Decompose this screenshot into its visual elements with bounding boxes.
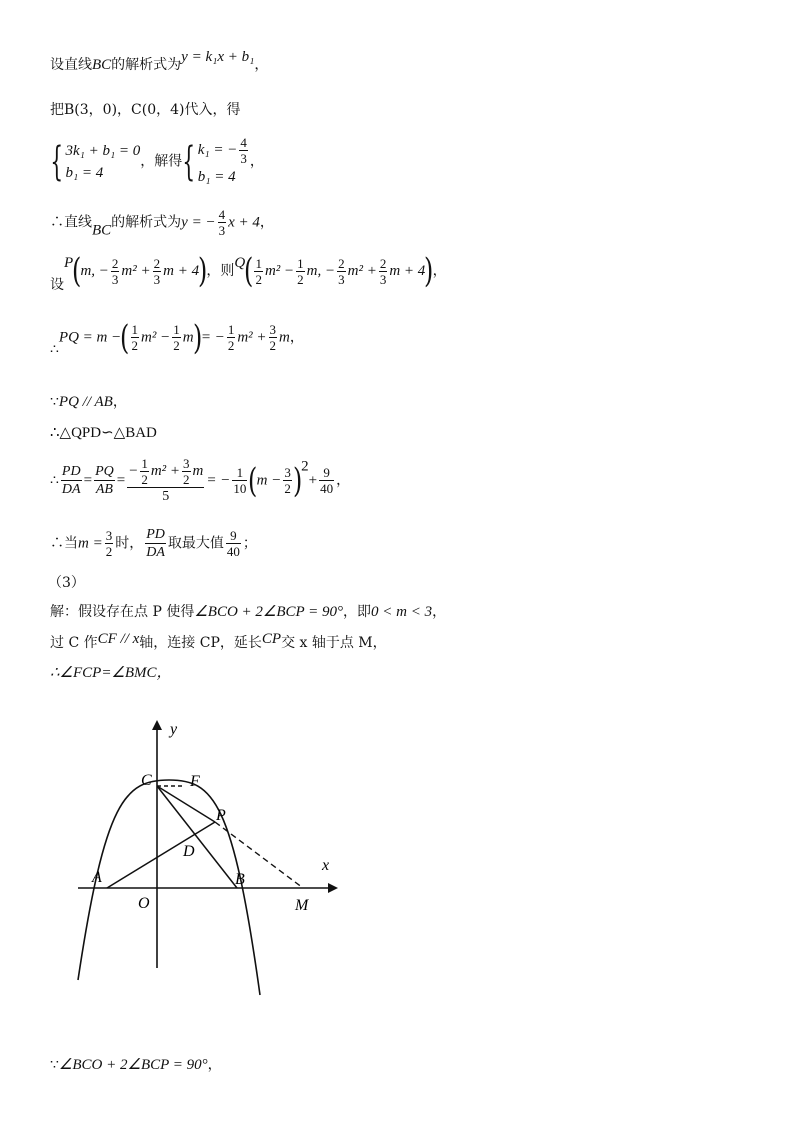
fraction: [227, 322, 236, 353]
point-q: Q: [234, 255, 246, 271]
fraction: [94, 463, 115, 498]
fraction: [232, 465, 247, 496]
text-line-5: [50, 251, 447, 294]
label-o: O: [138, 895, 150, 912]
text-line-4: [50, 207, 274, 240]
text-segment: ，: [207, 1057, 222, 1073]
fraction: [254, 256, 263, 287]
text-segment: ，: [254, 57, 269, 73]
similar-triangles: ∴△QPD∽△BAD: [50, 425, 157, 441]
text-segment: 把B(3，0)，C(0，4)代入，得: [50, 102, 241, 118]
equation: m −: [256, 472, 282, 489]
equation: CF // x: [97, 631, 140, 647]
denominator: 2: [255, 271, 262, 287]
text-line-11: [48, 574, 85, 592]
fraction: [105, 528, 114, 559]
numerator: 4: [240, 135, 247, 150]
text-line-9: [50, 456, 350, 505]
equation: PQ = m −: [58, 329, 122, 346]
therefore-symbol: ∴: [50, 341, 59, 358]
equation: m =: [78, 535, 103, 552]
solution-system: [198, 135, 250, 188]
paren-close: ): [192, 317, 202, 358]
numerator: 4: [218, 207, 226, 222]
denominator: DA: [146, 545, 165, 560]
equation: = −: [206, 472, 231, 489]
because-symbol: ∵: [50, 1057, 59, 1073]
text-segment: ，则: [206, 263, 235, 279]
fraction: [239, 135, 248, 166]
equation: ∠BCO + 2∠BCP = 90°: [58, 1057, 208, 1073]
denominator: 3: [379, 271, 387, 287]
denominator: 2: [297, 271, 304, 287]
denominator: 2: [141, 472, 148, 487]
math-bc: BC: [92, 222, 112, 239]
equation: m² +: [347, 263, 377, 279]
fraction: [283, 465, 292, 496]
paren-close: ): [292, 460, 303, 501]
numerator: 2: [379, 255, 387, 271]
fraction: [226, 528, 241, 559]
text-line-6: [50, 317, 304, 359]
paren-open: (: [248, 460, 258, 501]
fraction: [296, 256, 305, 287]
denominator: 3: [218, 223, 226, 238]
therefore-symbol: ∴: [50, 472, 59, 489]
text-line-1: [50, 49, 269, 74]
label-a: A: [92, 869, 102, 886]
text-line-3: [50, 135, 264, 188]
equation: ∠BCO + 2∠BCP = 90°: [194, 604, 344, 620]
numerator: 3: [269, 322, 277, 337]
equation: m² −: [141, 329, 171, 346]
text-segment: 取最大值: [167, 535, 224, 552]
fraction: [140, 456, 149, 487]
numerator: 3: [183, 456, 190, 471]
text-line-13: [50, 631, 387, 652]
paren-open: (: [244, 251, 254, 291]
equation-system: [65, 140, 140, 184]
text-segment: 的解析式为: [111, 57, 182, 73]
label-p: P: [216, 807, 226, 824]
denominator: 2: [284, 481, 291, 496]
text-line-8: [50, 424, 157, 442]
fraction: [172, 322, 181, 353]
numerator: 1: [141, 456, 148, 471]
label-y: y: [170, 721, 178, 738]
equation: x + 4: [228, 214, 260, 231]
numerator: 3: [105, 528, 113, 543]
denominator: 10: [233, 481, 247, 496]
label-f: F: [190, 773, 200, 790]
equation: m² −: [264, 263, 295, 279]
numerator: 2: [338, 255, 345, 271]
equation: m, −: [306, 263, 336, 279]
equation: b₁ = 4: [197, 169, 236, 185]
equals: =: [116, 472, 126, 489]
equation: PQ // AB: [58, 394, 113, 410]
text-line-15: [50, 1056, 222, 1074]
denominator: 3: [153, 271, 161, 287]
label-c: C: [141, 772, 152, 789]
equation: m: [279, 329, 290, 346]
denominator: 2: [269, 338, 277, 353]
paren-open: (: [72, 251, 82, 291]
text-segment: 设: [50, 277, 64, 293]
text-segment: ∴当: [50, 535, 78, 552]
equation: m: [182, 329, 194, 346]
denominator: 3: [111, 271, 119, 287]
fraction: [145, 526, 166, 561]
plus: +: [308, 472, 318, 489]
numerator: PD: [146, 527, 165, 542]
equation: m² +: [150, 463, 181, 479]
parabola-figure: [70, 710, 350, 1010]
text-segment: ，: [112, 394, 127, 410]
text-segment: ，即: [343, 604, 372, 620]
numerator: PD: [61, 464, 81, 479]
text-segment: ，: [432, 263, 447, 279]
label-d: D: [183, 843, 195, 860]
denominator: 40: [226, 544, 240, 559]
denominator: 5: [162, 489, 170, 504]
segment-ap: [107, 822, 215, 888]
fraction: [269, 322, 278, 353]
numerator: 2: [153, 255, 161, 271]
equation: CP: [261, 631, 282, 647]
equation: k₁ = −: [197, 141, 238, 158]
numerator: 3: [284, 465, 291, 480]
fraction: [337, 256, 346, 287]
text-segment: 过 C 作: [50, 635, 98, 651]
text-line-12: [50, 603, 446, 621]
label-x: x: [322, 857, 330, 874]
fraction: [182, 456, 191, 487]
text-segment: ∴直线: [50, 214, 92, 231]
brace-symbol: {: [182, 138, 196, 185]
numerator: 1: [227, 322, 235, 337]
math-equation: y = k₁x + b₁: [181, 49, 255, 65]
text-segment: 交 x 轴于点 M，: [281, 635, 387, 651]
segment-cb: [157, 786, 237, 888]
equation: 0 < m < 3: [371, 604, 433, 620]
denominator: 2: [131, 338, 139, 353]
numerator: 9: [226, 528, 241, 544]
text-segment: ，: [289, 329, 304, 346]
equation: m + 4: [389, 263, 426, 279]
numerator: 1: [131, 322, 139, 337]
fraction: [61, 463, 82, 498]
numerator: 1: [232, 465, 247, 481]
numerator: PQ: [95, 464, 114, 479]
denominator: 3: [338, 271, 345, 287]
fraction: [379, 256, 388, 287]
denominator: 2: [173, 338, 180, 353]
compound-fraction: [127, 456, 204, 505]
denominator: DA: [61, 482, 81, 497]
text-segment: 时，: [115, 535, 144, 552]
text-segment: 设直线: [50, 57, 92, 73]
numerator: 9: [319, 465, 334, 481]
label-m: M: [295, 897, 309, 914]
brace-symbol: {: [50, 138, 64, 185]
equation: −: [128, 463, 139, 479]
fraction: [131, 322, 140, 353]
paren-close: ): [424, 251, 434, 291]
compound-numerator: [127, 456, 204, 488]
equation: y = −: [181, 214, 216, 231]
fraction: [319, 465, 334, 496]
equation: m² +: [121, 263, 151, 279]
fraction: [218, 207, 227, 238]
equation: m, −: [80, 263, 109, 279]
numerator: 2: [111, 255, 119, 271]
text-segment: ，: [249, 153, 264, 170]
numerator: 1: [255, 255, 262, 271]
denominator: 3: [240, 151, 247, 166]
angle-equation: ∴∠FCP=∠BMC，: [50, 665, 172, 681]
numerator: 1: [173, 322, 180, 337]
equals: =: [83, 472, 93, 489]
exponent: 2: [301, 458, 309, 475]
equation: = −: [200, 329, 225, 346]
label-b: B: [235, 871, 245, 888]
point-p: P: [64, 255, 74, 271]
denominator: AB: [95, 482, 113, 497]
math-bc: BC: [92, 57, 112, 73]
fraction: [153, 256, 162, 287]
text-segment: ，: [336, 472, 351, 489]
denominator: 40: [320, 481, 334, 496]
text-segment: ，: [432, 604, 447, 620]
because-symbol: ∵: [50, 394, 59, 410]
text-segment: ；: [242, 535, 257, 552]
text-segment: 的解析式为: [111, 214, 182, 231]
denominator: 2: [105, 544, 113, 559]
equation: m: [192, 463, 204, 479]
section-label: （3）: [48, 575, 85, 591]
text-segment: 轴，连接 CP，延长: [139, 635, 262, 651]
text-segment: ，解得: [140, 153, 183, 170]
equation: b₁ = 4: [65, 164, 104, 181]
text-segment: ，: [259, 214, 274, 231]
equation: 3k₁ + b₁ = 0: [65, 142, 141, 159]
numerator: 1: [297, 255, 304, 271]
text-line-2: [50, 101, 240, 119]
segment-cp: [157, 786, 215, 822]
equation: m² +: [237, 329, 267, 346]
denominator: 2: [183, 472, 190, 487]
text-line-14: [50, 664, 172, 682]
text-line-7: [50, 393, 127, 411]
denominator: 2: [227, 338, 235, 353]
paren-close: ): [198, 251, 208, 291]
text-line-10: [50, 526, 257, 561]
fraction: [111, 256, 120, 287]
paren-open: (: [120, 317, 130, 358]
text-segment: 解：假设存在点 P 使得: [50, 604, 195, 620]
equation: m + 4: [163, 263, 200, 279]
